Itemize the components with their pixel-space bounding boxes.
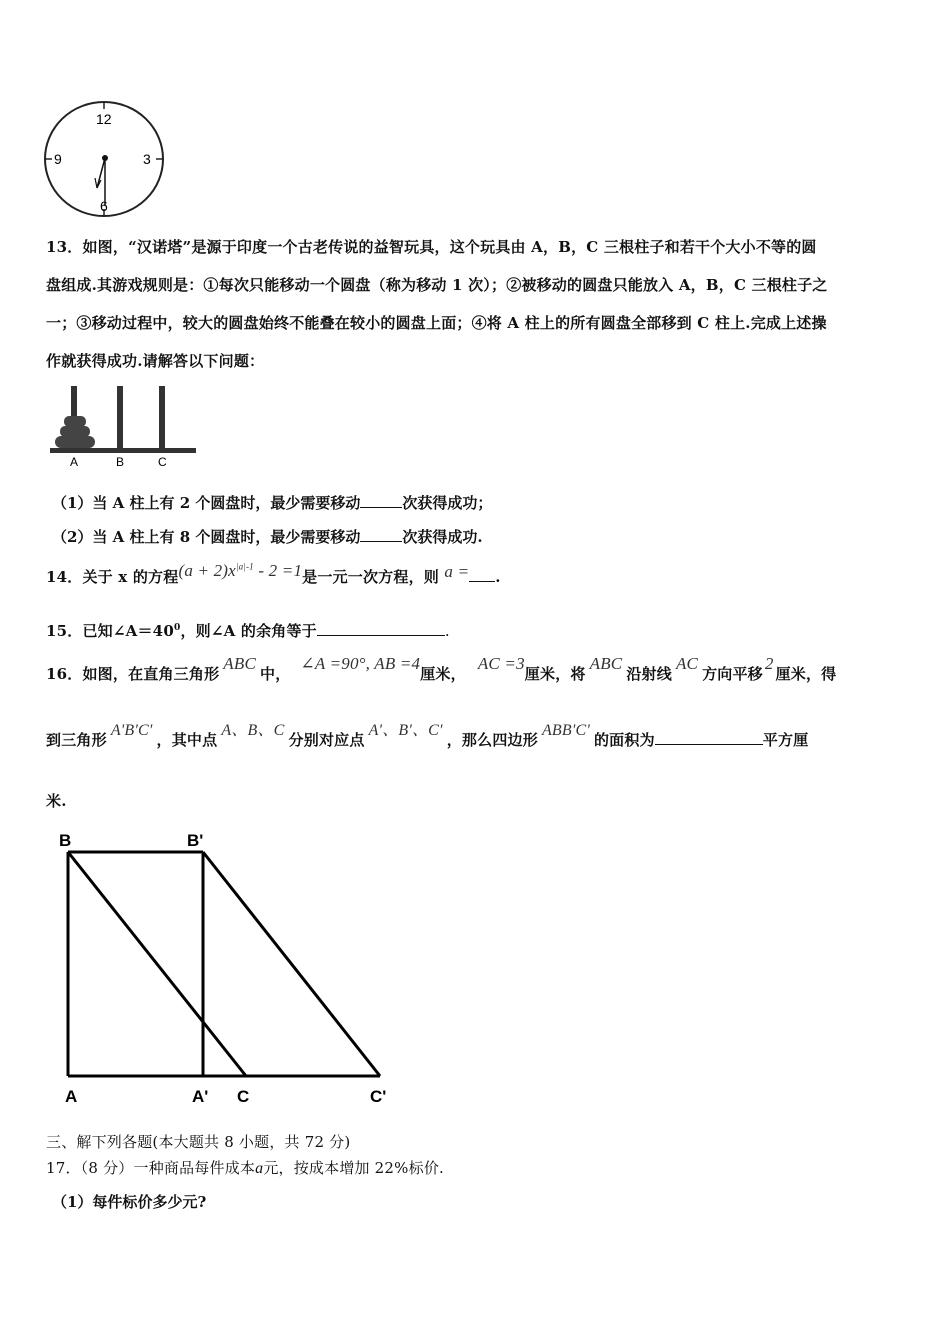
q13-line-3: 一；③移动过程中，较大的圆盘始终不能叠在较小的圆盘上面；④将 A 柱上的所有圆盘全部移到 C 柱上.完成上述操 [46,314,827,332]
clock-figure [40,98,170,220]
fig-label-b: B [59,831,72,850]
peg-b [117,386,123,448]
q16-p2: 中， [260,665,291,683]
q14-mid: 是一元一次方程，则 [302,568,439,586]
hanoi-tower-figure [44,380,204,470]
q14-pre: 14．关于 x 的方程 [46,568,179,586]
q16-n4: ABB'C' [541,722,590,739]
q13-sub-1 [52,492,492,513]
q13-line-1: 13．如图，“汉诺塔”是源于印度一个古老传说的益智玩具，这个玩具由 A，B，C 三根柱子和若干个大小不等的圆 [46,238,817,256]
q16-q5: 的面积为 [593,731,655,749]
q16-m4: ABC [589,654,623,673]
q14-equation [178,561,302,580]
translation-figure [50,826,410,1108]
segment-bp-cp [203,852,380,1076]
tower-base [50,448,196,453]
q13-sub1-post: 次获得成功； [402,494,493,512]
tower-label-b: B [116,455,125,469]
q13-sub1-pre: （1）当 A 柱上有 2 个圆盘时，最少需要移动 [52,494,361,512]
q16-blank[interactable] [655,730,763,745]
q16-q6: 平方厘 [762,731,809,749]
q16-p3: 厘米， [420,665,466,683]
q13-sub2-pre: （2）当 A 柱上有 8 个圆盘时，最少需要移动 [52,528,361,546]
hour-hand [97,158,105,188]
q16-m3: AC =3 [477,654,525,673]
q13-sub2-post: 次获得成功. [402,528,483,546]
q16-p1: 16．如图，在直角三角形 [46,665,220,683]
q14-end: . [495,568,501,586]
q13-line-2: 盘组成.其游戏规则是：①每次只能移动一个圆盘（称为移动 1 次）；②被移动的圆盘只能放入 A，B，C 三根柱子之 [46,276,828,294]
q16-m2: ∠A =90°, AB =4 [300,654,421,673]
disk-small [64,416,86,427]
fig-label-bp: B' [187,831,204,850]
q13-sub1-blank[interactable] [360,493,402,508]
q14-eq-tail: - 2 =1 [253,561,303,580]
q16-p6: 方向平移 [702,665,763,683]
q16-m5: AC [675,654,699,673]
q16-m1: ABC [223,654,256,673]
clock-label-12: 12 [96,111,112,127]
q15-rest: ，则∠A 的余角等于 [180,622,317,640]
q16-line-3 [46,790,67,811]
q16-n2: A、B、C [221,722,285,739]
q16-m6: 2 [764,654,774,673]
disk-medium [60,426,90,437]
q16-n3: A'、B'、C′ [368,722,443,739]
q14-blank[interactable] [469,567,495,582]
fig-label-a: A [65,1087,78,1106]
clock-label-3: 3 [143,151,151,167]
q13-line-4: 作就获得成功.请解答以下问题： [46,352,265,370]
q16-line-1 [46,654,836,694]
section-3-title: 三、解下列各题(本大题共 8 小题，共 72 分) [46,1133,351,1151]
q14-eq-exp: |a|-1 [235,561,254,572]
q17 [46,1157,444,1178]
disk-large [55,436,95,448]
q16-p5: 沿射线 [626,665,672,683]
fig-label-cp: C' [370,1087,387,1106]
q16-n1: A'B'C' [110,722,153,739]
fig-label-ap: A' [192,1087,209,1106]
q16-p7: 厘米，得 [775,665,837,683]
fig-label-c: C [237,1087,250,1106]
q16-r1: 米. [46,792,67,810]
tower-label-c: C [158,455,167,469]
peg-c [159,386,165,448]
q15-text: 15．已知∠A＝40 [46,622,174,640]
q16-line-2 [46,720,808,761]
q17-pre: 17．（8 分）一种商品每件成本 [46,1159,256,1177]
q14 [46,561,501,587]
tower-label-a: A [70,455,79,469]
q17-sub-1: （1）每件标价多少元? [52,1193,207,1211]
q14-eq-main: (a + 2)x [178,561,236,580]
q16-q4: ，那么四边形 [446,731,538,749]
q16-q2: ，其中点 [156,731,218,749]
q16-p4: 厘米，将 [524,665,586,683]
clock-label-9: 9 [54,151,62,167]
clock-label-6: 6 [100,198,108,214]
q15-end: . [444,622,450,640]
q13-sub2-blank[interactable] [360,527,402,542]
q17-post: 元，按成本增加 22%标价. [263,1159,444,1177]
q15-blank[interactable] [317,621,445,636]
q15 [46,620,450,641]
q17-var: a [255,1160,264,1177]
q15-degree: 0 [173,623,181,633]
q16-q1: 到三角形 [46,731,107,749]
q13-sub-2 [52,526,483,547]
q14-var: a = [444,562,470,581]
q16-q3: 分别对应点 [288,731,365,749]
segment-b-c [68,852,246,1076]
